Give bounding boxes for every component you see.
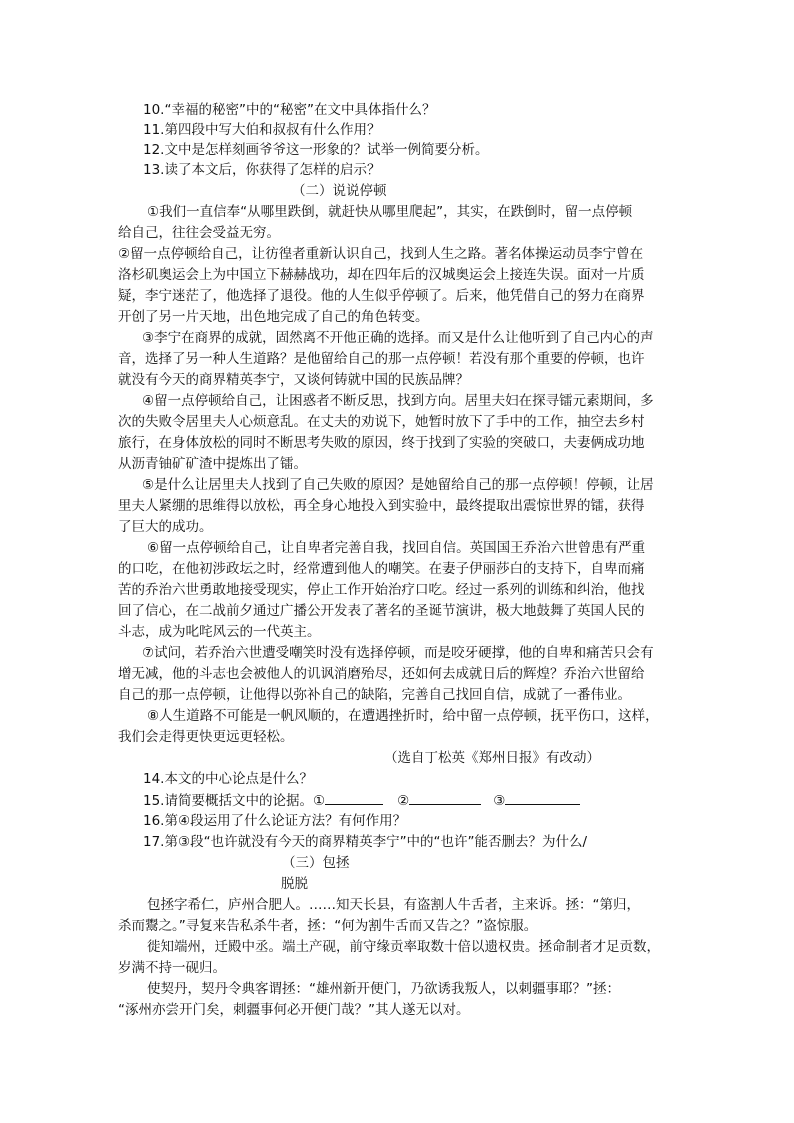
- paragraph-line: 我们会走得更快更远更轻松。: [118, 729, 294, 745]
- source-note: （选自丁松英《郑州日报》有改动）: [384, 750, 600, 766]
- paragraph-line: 杀而鬻之。”寻复来告私杀牛者，拯：“何为割牛舌而又告之？”盗惊服。: [118, 918, 538, 934]
- question-17: 17.第③段“也许就没有今天的商界精英李宁”中的“也许”能否删去？为什么/: [143, 834, 588, 850]
- answer-blank-3[interactable]: [505, 790, 580, 805]
- paragraph-line: 徙知端州，迁殿中丞。端土产砚，前守缘贡率取数十倍以遗权贵。拯命制者才足贡数，: [147, 939, 660, 955]
- question-13: 13.读了本文后，你获得了怎样的启示？: [143, 162, 381, 178]
- paragraph-line: 增无减，他的斗志也会被他人的讥讽消磨殆尽，还如何去成就日后的辉煌？乔治六世留给: [118, 666, 645, 682]
- paragraph-line: ①我们一直信奉“从哪里跌倒，就赶快从哪里爬起”，其实，在跌倒时，留一点停顿: [147, 204, 633, 220]
- question-12: 12.文中是怎样刻画爷爷这一形象的？试举一例简要分析。: [143, 142, 489, 158]
- paragraph-line: 疑，李宁迷茫了，他选择了退役。他的人生似乎停顿了。后来，他凭借自己的努力在商界: [118, 288, 645, 304]
- answer-blank-2[interactable]: [409, 790, 481, 805]
- paragraph-line: “涿州亦尝开门矣，刺疆事何必开便门哉？”其人遂无以对。: [118, 1002, 470, 1018]
- question-15-text: 15.请简要概括文中的论据。①: [143, 793, 326, 809]
- paragraph-line: 给自己，往往会受益无穷。: [118, 225, 280, 241]
- paragraph-line: ②留一点停顿给自己，让彷徨者重新认识自己，找到人生之路。著名体操运动员李宁曾在: [118, 246, 644, 262]
- paragraph-line: ④留一点停顿给自己，让困惑者不断反思，找到方向。居里夫妇在探寻镭元素期间，多: [142, 393, 654, 409]
- paragraph-line: 的口吃，在他初涉政坛之时，经常遭到他人的嘲笑。在妻子伊丽莎白的支持下，自卑而痛: [118, 561, 645, 577]
- question-15: [143, 790, 580, 811]
- paragraph-line: 从沥青铀矿矿渣中提炼出了镭。: [118, 456, 307, 472]
- paragraph-line: ③李宁在商界的成就，固然离不开他正确的选择。而又是什么让他听到了自己内心的声: [142, 330, 654, 346]
- paragraph-line: 包拯字希仁，庐州合肥人。……知天长县，有盗割人牛舌者，主来诉。拯：“第归，: [147, 897, 640, 913]
- paragraph-line: 洛杉矶奥运会上为中国立下赫赫战功，却在四年后的汉城奥运会上接连失误。面对一片质: [118, 267, 645, 283]
- question-10: 10.“幸福的秘密”中的“秘密”在文中具体指什么？: [143, 102, 436, 118]
- paragraph-line: 旅行，在身体放松的同时不断思考失败的原因，终于找到了实验的突破口，夫妻俩成功地: [118, 435, 645, 451]
- paragraph-line: 了巨大的成功。: [118, 519, 213, 535]
- paragraph-line: 次的失败令居里夫人心烦意乱。在丈夫的劝说下，她暂时放下了手中的工作，抽空去乡村: [118, 414, 645, 430]
- section-title-3: （三）包拯: [282, 855, 350, 871]
- paragraph-line: 音，选择了另一种人生道路？是他留给自己的那一点停顿！若没有那个重要的停顿，也许: [118, 351, 645, 367]
- paragraph-line: 里夫人紧绷的思维得以放松，再全身心地投入到实验中，最终提取出震惊世界的镭，获得: [118, 498, 645, 514]
- paragraph-line: 就没有今天的商界精英李宁，又谈何铸就中国的民族品牌？: [118, 372, 469, 388]
- paragraph-line: 岁满不持一砚归。: [118, 960, 226, 976]
- question-14: 14.本文的中心论点是什么？: [143, 771, 313, 787]
- blank-marker-3: ③: [493, 793, 506, 809]
- paragraph-line: ⑥留一点停顿给自己，让自卑者完善自我，找回自信。英国国王乔治六世曾患有严重: [147, 540, 646, 556]
- answer-blank-1[interactable]: [325, 790, 383, 805]
- paragraph-line: ⑦试问，若乔治六世遭受嘲笑时没有选择停顿，而是咬牙硬撑，他的自卑和痛苦只会有: [142, 645, 654, 661]
- paragraph-line: 斗志，成为叱咤风云的一代英主。: [118, 624, 321, 640]
- author-name: 脱脱: [281, 876, 308, 892]
- paragraph-line: 开创了另一片天地，出色地完成了自己的角色转变。: [118, 309, 429, 325]
- paragraph-line: 使契丹，契丹令典客谓拯：“雄州新开便门，乃欲诱我叛人，以刺疆事耶？”拯：: [147, 981, 620, 997]
- question-11: 11.第四段中写大伯和叔叔有什么作用？: [143, 122, 381, 138]
- section-title-2: （二）说说停顿: [292, 183, 387, 199]
- paragraph-line: 苦的乔治六世勇敢地接受现实，停止工作开始治疗口吃。经过一系列的训练和纠治，他找: [118, 582, 645, 598]
- paragraph-line: ⑧人生道路不可能是一帆风顺的，在遭遇挫折时，给中留一点停顿，抚平伤口，这样，: [147, 708, 659, 724]
- paragraph-line: 回了信心，在二战前夕通过广播公开发表了著名的圣诞节演讲，极大地鼓舞了英国人民的: [118, 603, 645, 619]
- paragraph-line: 自己的那一点停顿，让他得以弥补自己的缺陷，完善自己找回自信，成就了一番伟业。: [118, 687, 631, 703]
- question-16: 16.第④段运用了什么论证方法？有何作用？: [143, 813, 407, 829]
- paragraph-line: ⑤是什么让居里夫人找到了自己失败的原因？是她留给自己的那一点停顿！停顿，让居: [142, 477, 654, 493]
- blank-marker-2: ②: [397, 793, 410, 809]
